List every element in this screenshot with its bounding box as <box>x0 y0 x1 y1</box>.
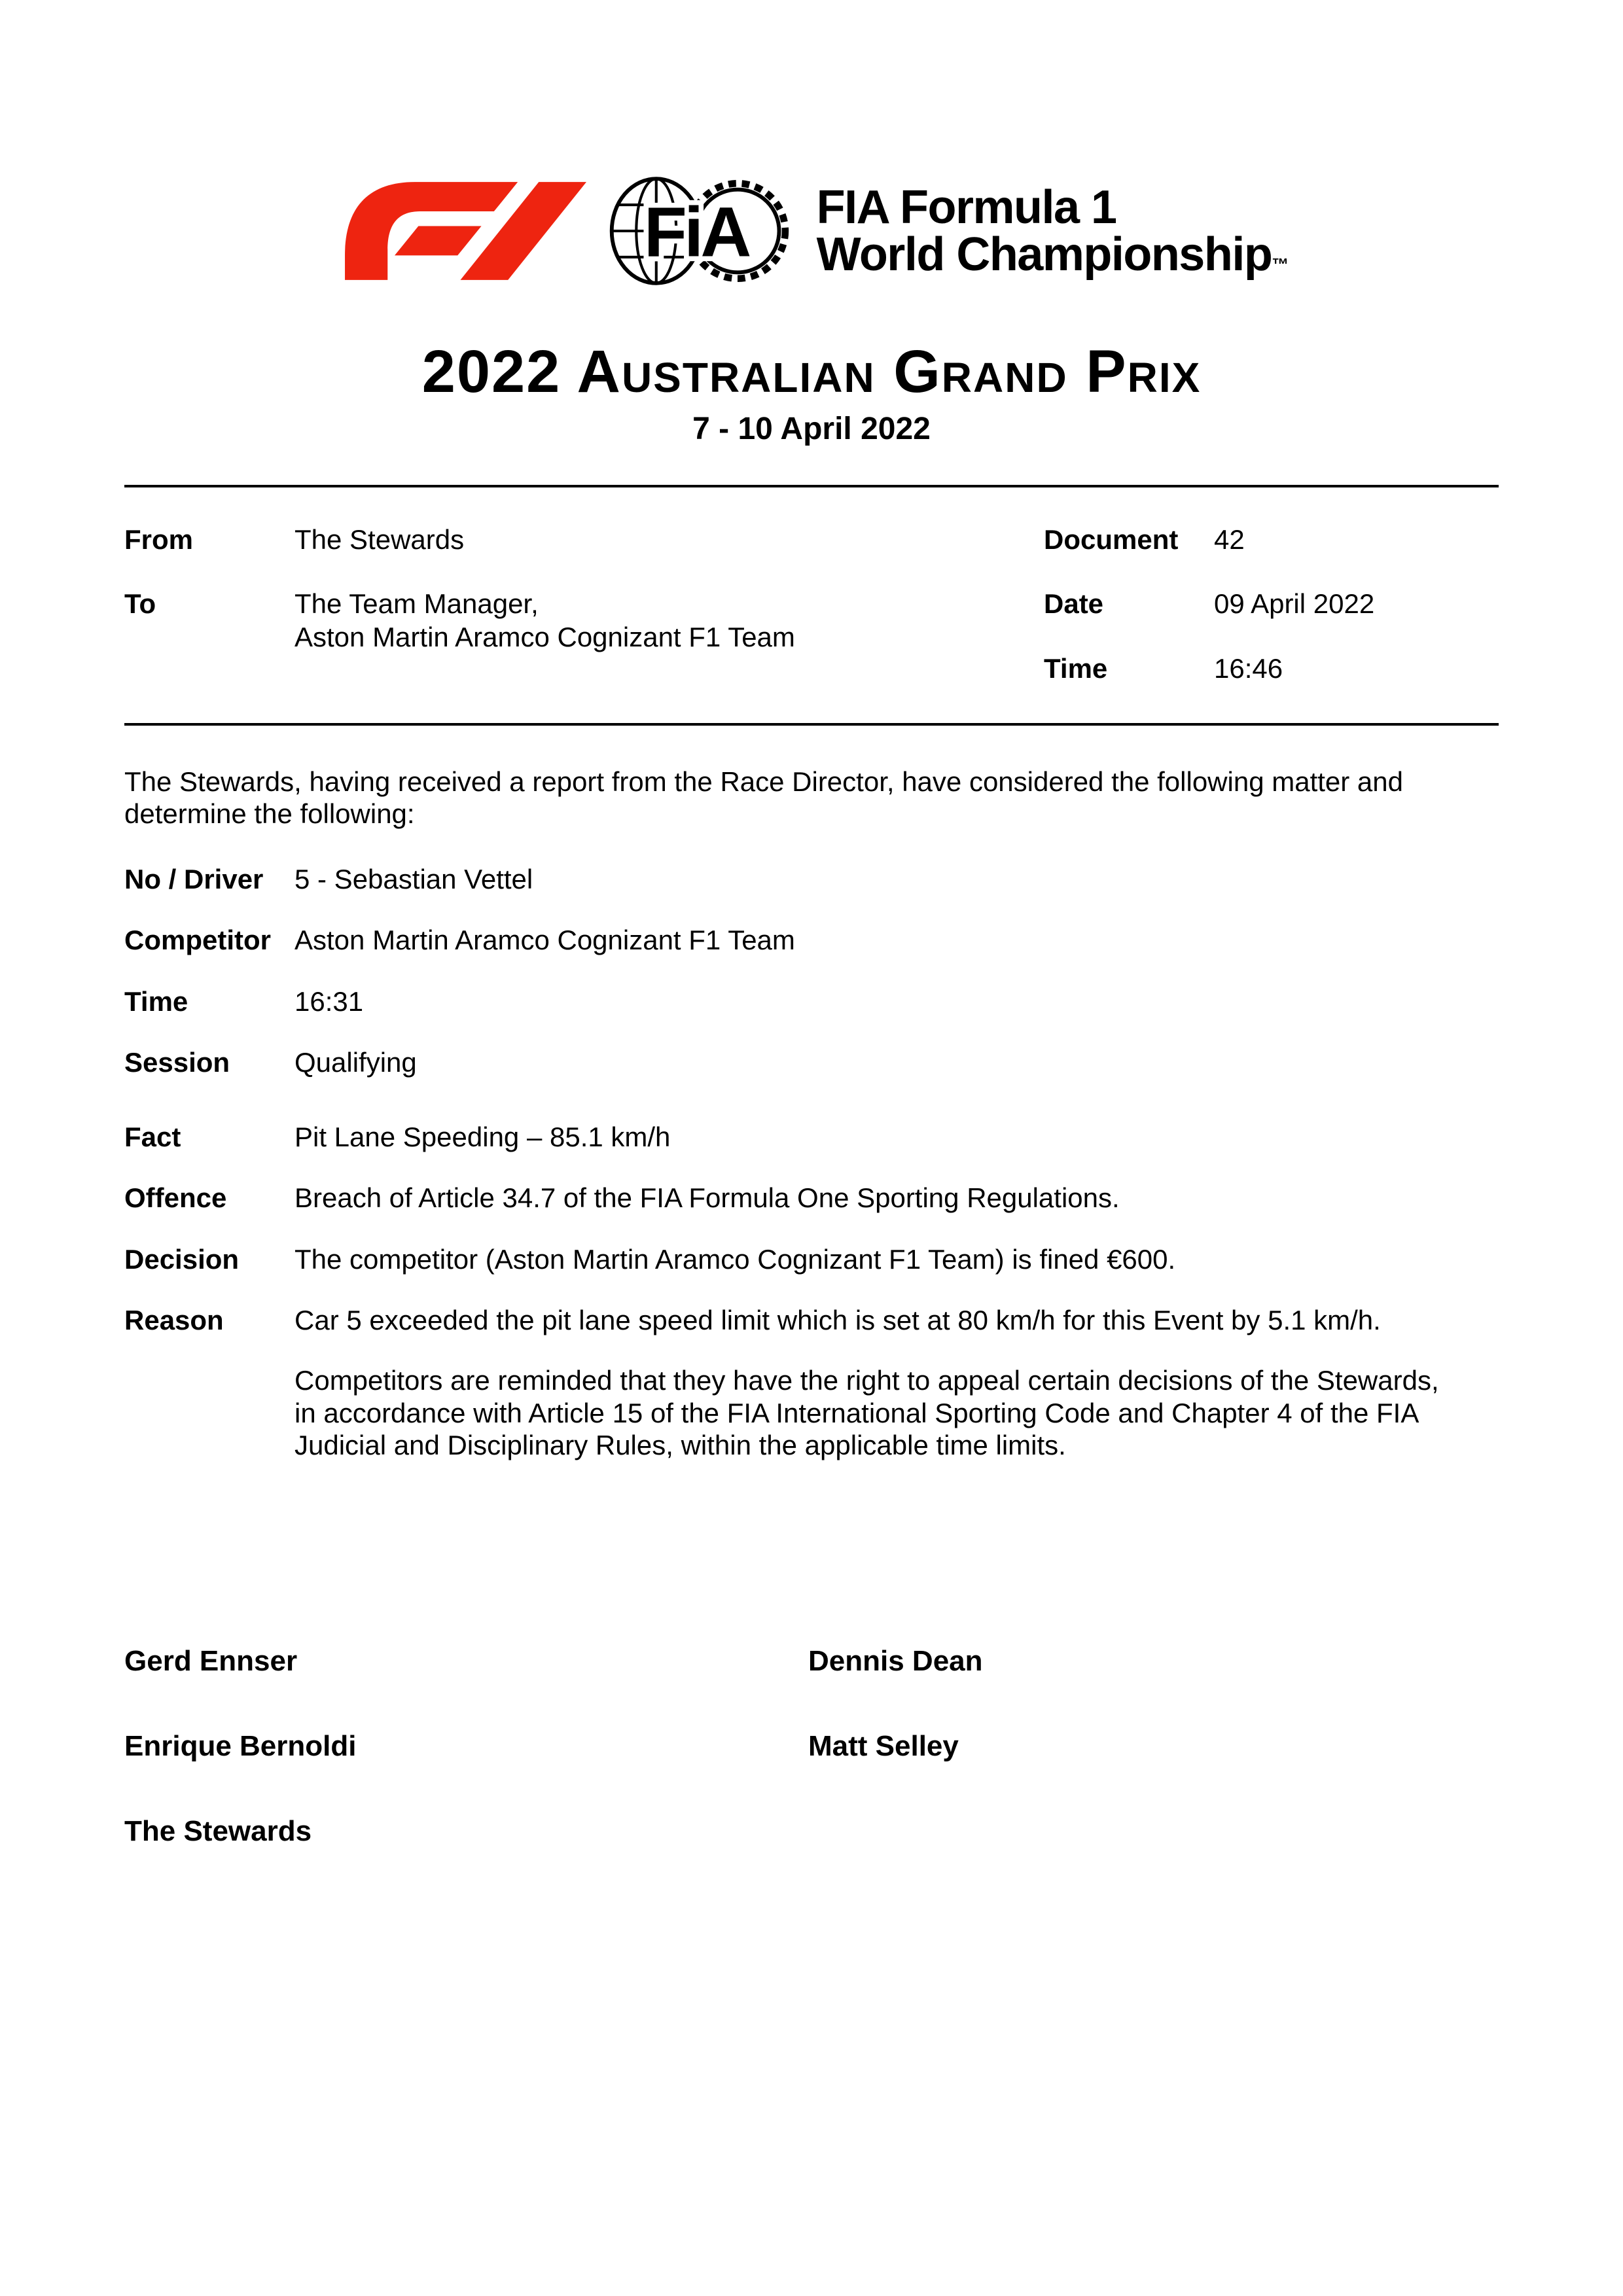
signatures-block <box>124 1645 1499 1848</box>
trademark-symbol: ™ <box>1272 254 1289 274</box>
from-value: The Stewards <box>294 524 465 555</box>
to-value-line1: The Team Manager, <box>294 588 539 620</box>
field-value: Pit Lane Speeding – 85.1 km/h <box>294 1121 671 1152</box>
field-offence <box>124 1182 1499 1214</box>
field-label: Decision <box>124 1243 240 1275</box>
field-value: 16:31 <box>294 985 364 1017</box>
field-label: Fact <box>124 1121 181 1152</box>
from-label: From <box>124 524 193 555</box>
signatures-grid <box>124 1645 1499 1763</box>
to-value <box>294 588 1044 654</box>
signatures-footer: The Stewards <box>124 1814 312 1847</box>
field-fact <box>124 1121 1499 1154</box>
date-value: 09 April 2022 <box>1214 588 1375 620</box>
field-value: Aston Martin Aramco Cognizant F1 Team <box>294 925 795 956</box>
field-value: Breach of Article 34.7 of the FIA Formula One Sporting Regulations. <box>294 1182 1120 1214</box>
wordmark-line2: World Championship™ <box>816 228 1289 281</box>
time-label: Time <box>1044 652 1108 684</box>
document-label: Document <box>1044 524 1179 555</box>
meta-row-date <box>1044 588 1499 620</box>
f1-logo-icon <box>334 171 586 291</box>
steward-signature: Matt Selley <box>808 1729 959 1762</box>
date-label: Date <box>1044 588 1104 620</box>
steward-signature: Enrique Bernoldi <box>124 1729 357 1762</box>
field-session <box>124 1046 1499 1079</box>
field-label: Competitor <box>124 925 271 956</box>
field-reason <box>124 1304 1499 1461</box>
time-value: 16:46 <box>1214 652 1283 684</box>
brand-header <box>124 154 1499 308</box>
intro-paragraph: The Stewards, having received a report from the Race Director, have considered the following matter and determine the following: <box>124 766 1404 829</box>
document-value: 42 <box>1214 524 1245 555</box>
reason-paragraph-1: Car 5 exceeded the pit lane speed limit which is set at 80 km/h for this Event by 5.1 km/h. <box>294 1305 1381 1336</box>
steward-signature: Dennis Dean <box>808 1644 983 1677</box>
field-value: The competitor (Aston Martin Aramco Cognizant F1 Team) is fined €600. <box>294 1243 1176 1275</box>
title-block <box>124 338 1499 447</box>
meta-row-from <box>124 523 1044 556</box>
field-decision <box>124 1243 1499 1276</box>
meta-left-column <box>124 523 1044 685</box>
event-dates: 7 - 10 April 2022 <box>692 412 931 446</box>
field-value <box>294 1304 1446 1461</box>
field-competitor <box>124 924 1499 957</box>
field-label: Reason <box>124 1305 224 1336</box>
fia-logo-icon <box>603 173 800 289</box>
field-no-driver <box>124 863 1499 896</box>
field-label: Offence <box>124 1182 227 1214</box>
fia-monogram-text: FiA <box>643 192 749 272</box>
fia-wordmark <box>816 181 1289 281</box>
steward-signature: Gerd Ennser <box>124 1644 298 1677</box>
meta-right-column <box>1044 523 1499 685</box>
field-time <box>124 985 1499 1018</box>
field-label: Session <box>124 1047 230 1078</box>
meta-row-time <box>1044 652 1499 685</box>
wordmark-line1: FIA Formula 1 <box>816 181 1116 234</box>
meta-row-to <box>124 588 1044 654</box>
decision-fields <box>124 863 1499 1462</box>
meta-row-document <box>1044 523 1499 556</box>
to-label: To <box>124 588 156 620</box>
field-label: Time <box>124 985 188 1017</box>
reason-paragraph-2: Competitors are reminded that they have the right to appeal certain decisions of the Stewards, in accordance with Article 15 of the FIA International Sporting Code and Chapter 4 of the FIA Judicial and Disciplinary Rules, within the applicable time limits. <box>294 1364 1439 1461</box>
to-value-line2: Aston Martin Aramco Cognizant F1 Team <box>294 621 795 652</box>
document-meta-table <box>124 485 1499 726</box>
field-value: 5 - Sebastian Vettel <box>294 863 533 894</box>
field-value: Qualifying <box>294 1047 417 1078</box>
event-title: 2022 Australian Grand Prix <box>421 338 1202 405</box>
field-label: No / Driver <box>124 863 264 894</box>
